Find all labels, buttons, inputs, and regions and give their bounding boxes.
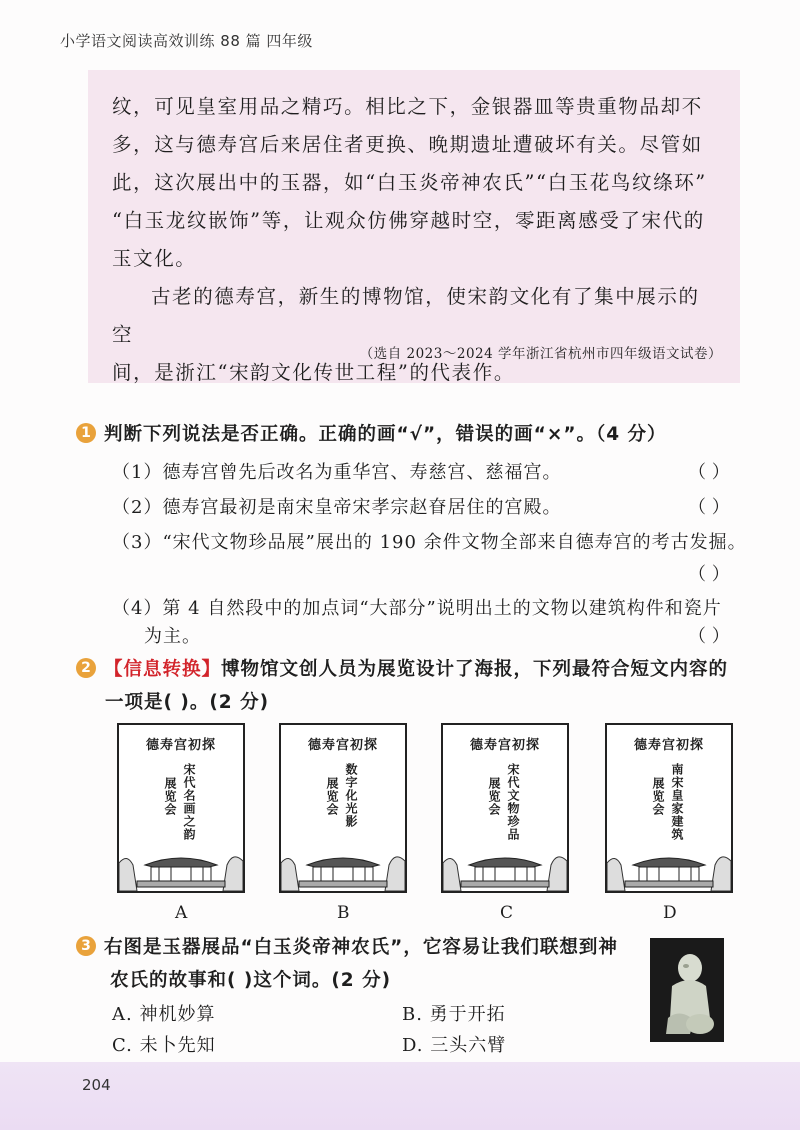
question-3 <box>76 933 618 959</box>
passage-line: 间，是浙江“宋韵文化传世工程”的代表作。 <box>112 361 515 384</box>
question-2 <box>76 655 728 681</box>
passage-line: 古老的德寿宫，新生的博物馆，使宋韵文化有了集中展示的空 <box>112 285 700 346</box>
question-number-badge: 3 <box>76 936 96 956</box>
q1-item-4-cont: 为主。 <box>144 626 201 647</box>
poster-sub-text: 展览会 <box>163 777 177 816</box>
q1-item-3: （3）“宋代文物珍品展”展出的 190 余件文物全部来自德寿宫的考古发掘。 <box>112 532 747 553</box>
poster-main-text: 南宋皇家建筑 <box>670 763 684 841</box>
source-citation: （选自 2023～2024 学年浙江省杭州市四年级语文试卷） <box>359 346 722 362</box>
question-number-badge: 2 <box>76 658 96 678</box>
q1-item-4: （4）第 4 自然段中的加点词“大部分”说明出土的文物以建筑构件和瓷片 <box>112 598 722 619</box>
page-number: 204 <box>82 1076 111 1094</box>
passage-line: 多，这与德寿宫后来居住者更换、晚期遗址遭破坏有关。尽管如 <box>112 133 703 156</box>
poster-main-text: 宋代文物珍品 <box>506 763 520 841</box>
poster-a[interactable] <box>117 723 245 893</box>
palace-illustration <box>281 843 405 891</box>
question-text: 博物馆文创人员为展览设计了海报，下列最符合短文内容的 <box>221 659 729 680</box>
poster-main-text: 数字化光影 <box>344 763 358 828</box>
palace-illustration <box>443 843 567 891</box>
jade-statue-photo <box>650 938 724 1042</box>
poster-label-a: A <box>175 903 188 923</box>
passage-line: 此，这次展出中的玉器，如“白玉炎帝神农氏”“白玉花鸟纹绦环” <box>112 171 707 194</box>
passage-line: 纹，可见皇室用品之精巧。相比之下，金银器皿等贵重物品却不 <box>112 95 703 118</box>
passage-line: “白玉龙纹嵌饰”等，让观众仿佛穿越时空，零距离感受了宋代的 <box>112 209 705 232</box>
poster-sub-text: 展览会 <box>651 777 665 816</box>
poster-b[interactable] <box>279 723 407 893</box>
question-text: 右图是玉器展品“白玉炎帝神农氏”，它容易让我们联想到神 <box>104 937 618 958</box>
poster-sub-text: 展览会 <box>487 777 501 816</box>
option-a[interactable]: A. 神机妙算 <box>112 1004 216 1025</box>
passage-line: 玉文化。 <box>112 247 197 270</box>
question-text: 一项是( )。(2 分) <box>105 692 270 713</box>
q1-item-2: （2）德寿宫最初是南宋皇帝宋孝宗赵眘居住的宫殿。 <box>112 497 562 518</box>
poster-d[interactable] <box>605 723 733 893</box>
answer-blank[interactable]: （ ） <box>688 462 730 483</box>
passage-box <box>88 70 740 383</box>
option-d[interactable]: D. 三头六臂 <box>402 1035 507 1056</box>
poster-c[interactable] <box>441 723 569 893</box>
option-c[interactable]: C. 未卜先知 <box>112 1035 216 1056</box>
option-b[interactable]: B. 勇于开拓 <box>402 1004 506 1025</box>
palace-illustration <box>607 843 731 891</box>
answer-blank[interactable]: （ ） <box>688 626 730 647</box>
question-text: 判断下列说法是否正确。正确的画“√”，错误的画“×”。（4 分） <box>104 424 667 445</box>
question-1 <box>76 420 667 446</box>
answer-blank[interactable]: （ ） <box>688 497 730 518</box>
poster-title: 德寿宫初探 <box>145 738 216 753</box>
poster-label-c: C <box>500 903 514 923</box>
question-2-cont <box>105 688 269 714</box>
poster-title: 德寿宫初探 <box>633 738 704 753</box>
book-header: 小学语文阅读高效训练 88 篇 四年级 <box>60 32 313 50</box>
poster-title: 德寿宫初探 <box>469 738 540 753</box>
poster-main-text: 宋代名画之韵 <box>182 763 196 841</box>
question-text: 农氏的故事和( )这个词。(2 分) <box>110 970 392 991</box>
poster-title: 德寿宫初探 <box>307 738 378 753</box>
question-tag: 【信息转换】 <box>104 659 222 680</box>
page-footer <box>0 1062 800 1130</box>
q1-item-1: （1）德寿宫曾先后改名为重华宫、寿慈宫、慈福宫。 <box>112 462 562 483</box>
palace-illustration <box>119 843 243 891</box>
poster-label-b: B <box>337 903 350 923</box>
question-number-badge: 1 <box>76 423 96 443</box>
question-3-cont <box>110 966 391 992</box>
answer-blank[interactable]: （ ） <box>688 564 730 585</box>
poster-sub-text: 展览会 <box>325 777 339 816</box>
poster-label-d: D <box>663 903 677 923</box>
